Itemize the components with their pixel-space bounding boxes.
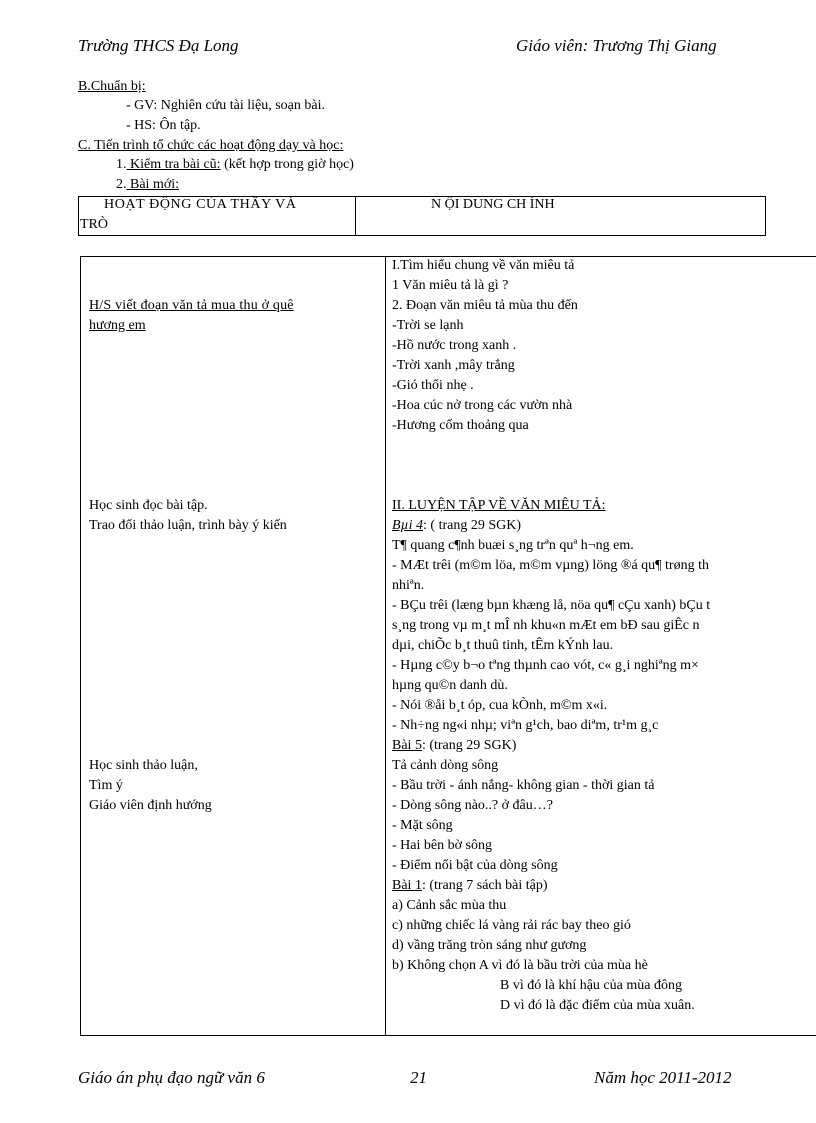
garbled-line: - Nói ®åi b¸t óp, cua kÒnh, m©m x«i.	[392, 698, 608, 713]
page-number: 21	[410, 1068, 427, 1087]
bai5-heading	[392, 738, 516, 754]
prep-hs: - HS: Ôn tập.	[126, 118, 201, 133]
garbled-line: - Hµng c©y b¬o tªng thµnh cao vót, c« g¸i nghiªng m×	[392, 658, 699, 673]
bai5-label: Bài 5	[392, 738, 422, 753]
bai4-heading	[392, 518, 521, 534]
task1-line2: hương em	[89, 318, 146, 333]
bai1-line: c) những chiếc lá vàng rải rác bay theo gió	[392, 918, 631, 933]
item2-label: Bài mới:	[126, 177, 180, 192]
col2-heading: N ỘI DUNG CH ÍNH	[431, 197, 555, 212]
process-item-1	[116, 157, 354, 173]
footer-right: Năm học 2011-2012	[594, 1068, 732, 1087]
school-name: Trường THCS Đạ Long	[78, 36, 239, 55]
item1-prefix: 1.	[116, 157, 127, 172]
right-line: -Gió thổi nhẹ .	[392, 378, 474, 393]
process-heading: C. Tiến trình tổ chức các hoạt động dạy và học:	[78, 138, 344, 153]
bai5-line: - Điểm nổi bật của dòng sông	[392, 858, 558, 873]
bai1-line: d) vầng trăng tròn sáng như gương	[392, 938, 587, 953]
bai5-line: - Hai bên bờ sông	[392, 838, 492, 853]
task1-line1: H/S viết đoạn văn tả mua thu ở quê	[89, 298, 294, 313]
bai4-rest: : ( trang 29 SGK)	[423, 518, 522, 533]
bai4-label: Bµi 4	[392, 518, 424, 533]
table-header-divider	[355, 197, 356, 235]
read-line2: Trao đổi thảo luận, trình bày ý kiến	[89, 518, 287, 533]
right-line: -Trời xanh ,mây trắng	[392, 358, 515, 373]
bai5-line: - Dòng sông nào..? ở đâu…?	[392, 798, 553, 813]
bai1-line: b) Không chọn A vì đó là bầu trời của mùa hè	[392, 958, 648, 973]
prep-gv: - GV: Nghiên cứu tài liệu, soạn bài.	[126, 98, 326, 113]
bai1-heading	[392, 878, 548, 894]
item1-label: Kiểm tra bài cũ:	[126, 157, 221, 172]
garbled-line: - Nh÷ng ng«i nhµ; viªn g¹ch, bao diªm, tr¹m g¸c	[392, 718, 659, 733]
bai1-rest: : (trang 7 sách bài tập)	[421, 878, 548, 893]
discuss-line1: Học sinh thảo luận,	[89, 758, 198, 773]
discuss-line2: Tìm ý	[89, 778, 123, 793]
bai5-rest: : (trang 29 SGK)	[421, 738, 517, 753]
bai1-indent-line: B vì đó là khí hậu của mùa đông	[500, 978, 682, 993]
bai5-line: Tả cảnh dòng sông	[392, 758, 499, 773]
right-line: -Hoa cúc nở trong các vườn nhà	[392, 398, 573, 413]
garbled-line: T¶ quang c¶nh buæi s¸ng trªn quª h¬ng em.	[392, 538, 634, 553]
garbled-line: s¸ng trong vµ m¸t mÎ nh khu«n mÆt em bÐ sau giÊc n	[392, 618, 700, 633]
teacher-name: Giáo viên: Trương Thị Giang	[516, 36, 717, 55]
right-line: -Hương cốm thoảng qua	[392, 418, 529, 433]
item1-rest: (kết hợp trong giờ học)	[220, 157, 354, 172]
col1-heading-line2: TRÒ	[80, 217, 108, 232]
bai1-indent-line: D vì đó là đặc điểm của mùa xuân.	[500, 998, 695, 1013]
bai5-line: - Bầu trời - ánh nắng- không gian - thời gian tả	[392, 778, 655, 793]
content-table-divider	[385, 257, 386, 1035]
garbled-line: dµi, chiÕc b¸t thuû tinh, tÊm kÝnh lau.	[392, 638, 614, 653]
discuss-line3: Giáo viên định hướng	[89, 798, 212, 813]
garbled-line: hµng qu©n danh dù.	[392, 678, 508, 693]
right-line: -Trời se lạnh	[392, 318, 464, 333]
prep-heading: B.Chuẩn bị:	[78, 79, 146, 94]
footer-left: Giáo án phụ đạo ngữ văn 6	[78, 1068, 265, 1087]
process-item-2	[116, 177, 179, 193]
section2-heading: II. LUYỆN TẬP VỀ VĂN MIÊU TẢ:	[392, 498, 606, 513]
right-line: -Hồ nước trong xanh .	[392, 338, 517, 353]
bai1-line: a) Cảnh sắc mùa thu	[392, 898, 507, 913]
right-line: 2. Đoạn văn miêu tả mùa thu đến	[392, 298, 578, 313]
garbled-line: - MÆt trêi (m©m löa, m©m vµng) löng ®á qu¶ trøng th	[392, 558, 709, 573]
col1-heading-line1: HOẠT ĐỘNG CỦA THẦY VÀ	[104, 197, 297, 212]
right-line: 1 Văn miêu tả là gì ?	[392, 278, 509, 293]
garbled-line: - BÇu trêi (læng bµn khæng lå, nöa qu¶ cÇu xanh) bÇu t	[392, 598, 711, 613]
garbled-line: nhiªn.	[392, 578, 425, 593]
bai1-label: Bài 1	[392, 878, 422, 893]
item2-prefix: 2.	[116, 177, 127, 192]
right-line: I.Tìm hiểu chung về văn miêu tả	[392, 258, 575, 273]
read-line1: Học sinh đọc bài tập.	[89, 498, 208, 513]
bai5-line: - Mặt sông	[392, 818, 453, 833]
